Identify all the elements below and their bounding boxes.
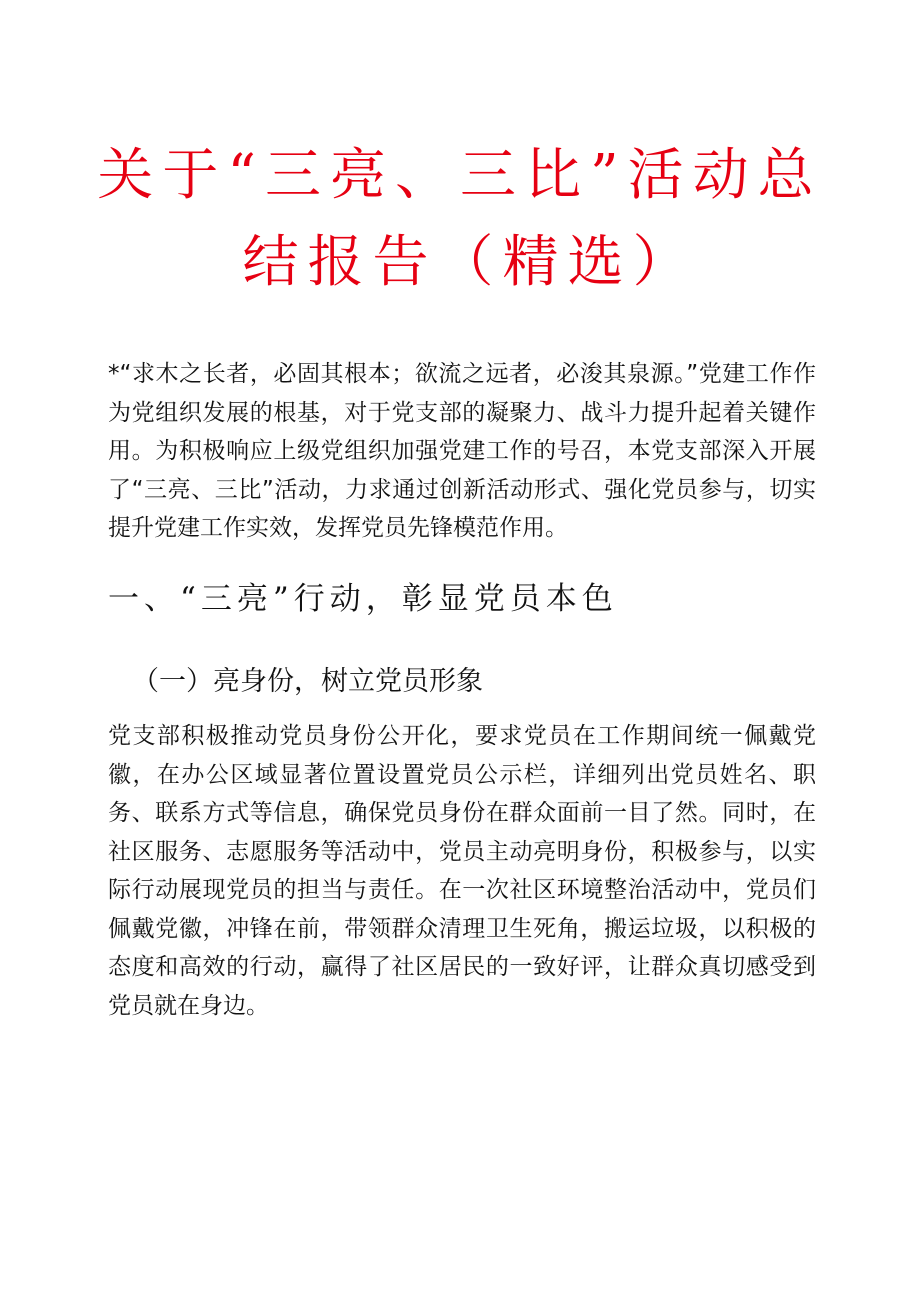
document-title-line-2: 结报告（精选）: [242, 230, 698, 295]
subsection-heading: （一）亮身份，树立党员形象: [132, 666, 483, 697]
document-title-line-1: 关于“三亮、三比”活动总: [97, 143, 823, 208]
section-heading: 一、“三亮”行动，彰显党员本色: [108, 581, 618, 617]
intro-paragraph: *“求木之长者，必固其根本；欲流之远者，必浚其泉源。”党建工作作为党组织发展的根基，对于党支部的凝聚力、战斗力提升起着关键作用。为积极响应上级党组织加强党建工作的号召，本党支部深入开展了“三亮、三比”活动，力求通过创新活动形式、强化党员参与，切实提升党建工作实效，发挥党员先锋模范作用。: [108, 361, 816, 541]
body-paragraph: 党支部积极推动党员身份公开化，要求党员在工作期间统一佩戴党徽，在办公区域显著位置设置党员公示栏，详细列出党员姓名、职务、联系方式等信息，确保党员身份在群众面前一目了然。同时，在社区服务、志愿服务等活动中，党员主动亮明身份，积极参与，以实际行动展现党员的担当与责任。在一次社区环境整治活动中，党员们佩戴党徽，冲锋在前，带领群众清理卫生死角，搬运垃圾，以积极的态度和高效的行动，赢得了社区居民的一致好评，让群众真切感受到党员就在身边。: [108, 723, 816, 1019]
